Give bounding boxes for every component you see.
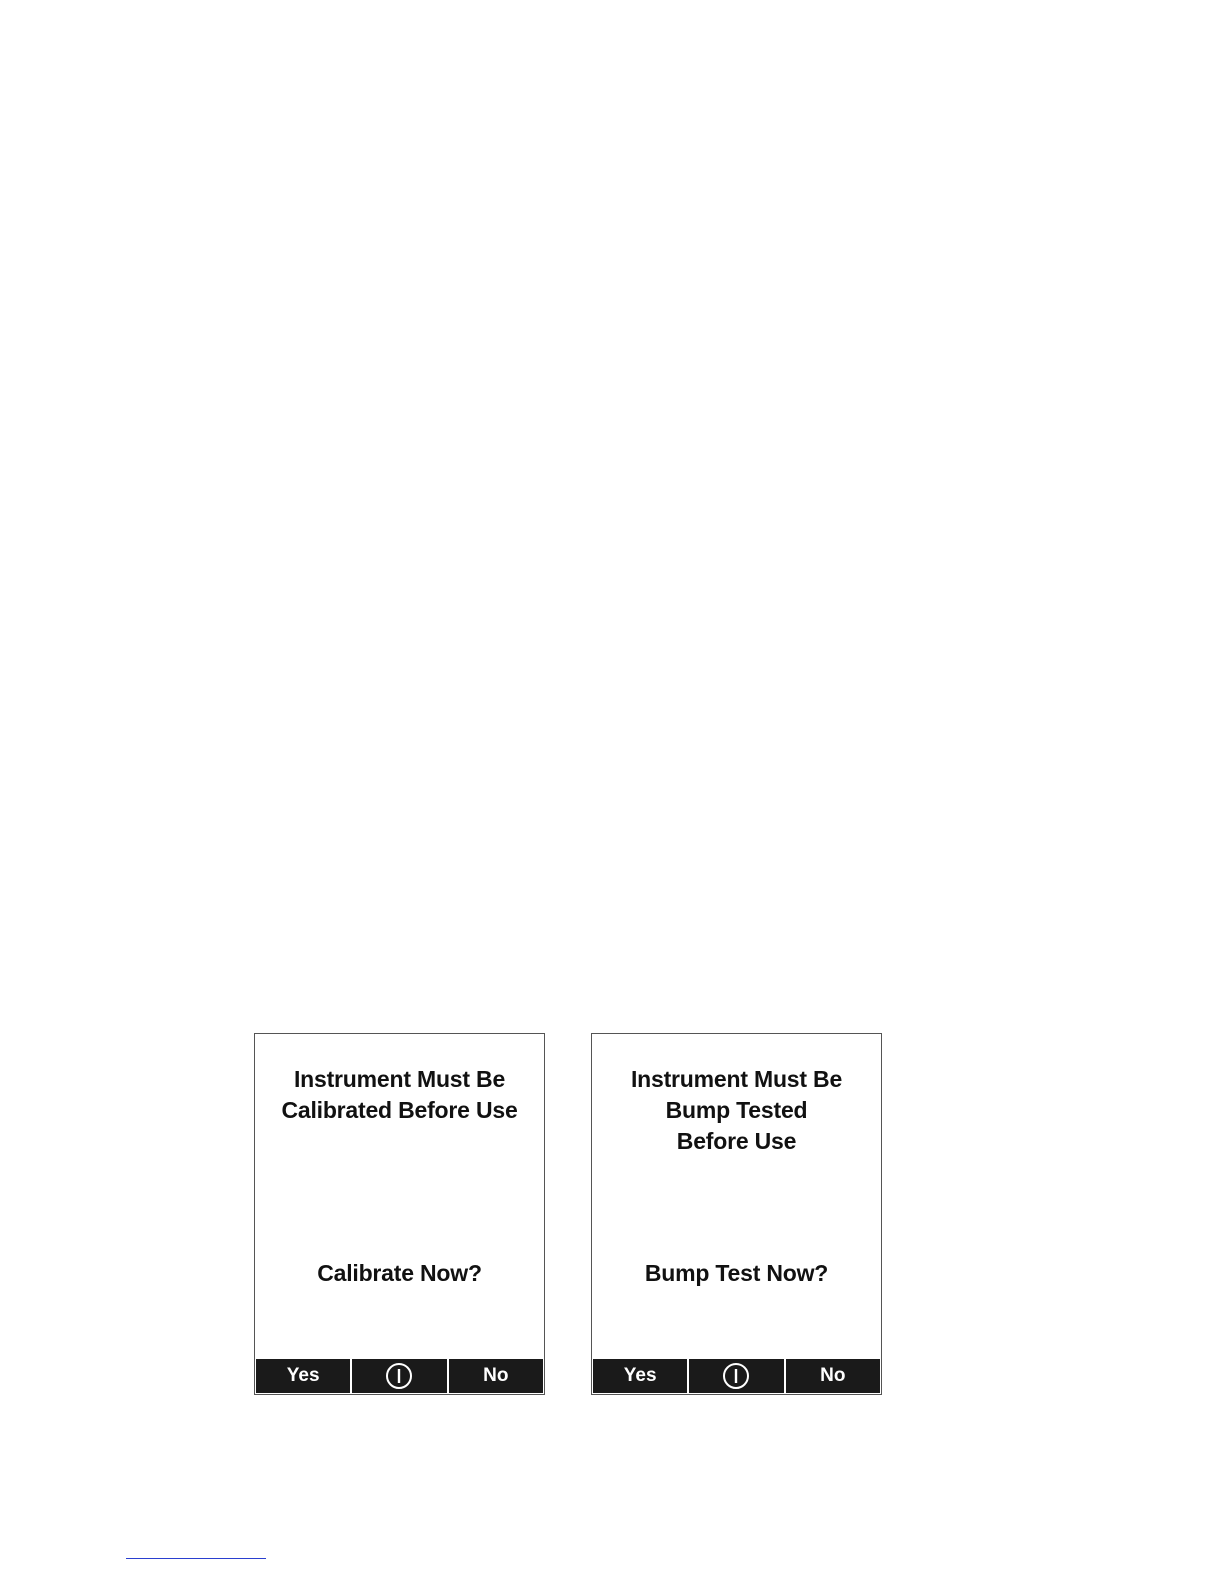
footnote-divider xyxy=(126,1558,266,1559)
yes-softkey[interactable]: Yes xyxy=(256,1359,350,1393)
bump-test-prompt-screen xyxy=(591,1033,882,1395)
message-line: Instrument Must Be xyxy=(630,1066,843,1092)
calibrate-prompt-screen xyxy=(254,1033,545,1395)
calibrate-warning-message xyxy=(255,1064,544,1126)
message-line: Calibrated Before Use xyxy=(281,1097,518,1123)
bump-test-question: Bump Test Now? xyxy=(644,1260,829,1286)
yes-softkey[interactable]: Yes xyxy=(593,1359,687,1393)
power-icon xyxy=(385,1362,413,1390)
power-softkey[interactable] xyxy=(689,1359,783,1393)
no-softkey[interactable]: No xyxy=(449,1359,543,1393)
power-softkey[interactable] xyxy=(352,1359,446,1393)
no-softkey[interactable]: No xyxy=(786,1359,880,1393)
message-line: Bump Tested xyxy=(665,1097,808,1123)
bump-test-warning-message xyxy=(592,1064,881,1157)
message-line: Before Use xyxy=(676,1128,797,1154)
softkey-bar xyxy=(256,1359,543,1393)
message-line: Instrument Must Be xyxy=(293,1066,506,1092)
power-icon xyxy=(722,1362,750,1390)
calibrate-question: Calibrate Now? xyxy=(317,1260,482,1286)
softkey-bar xyxy=(593,1359,880,1393)
